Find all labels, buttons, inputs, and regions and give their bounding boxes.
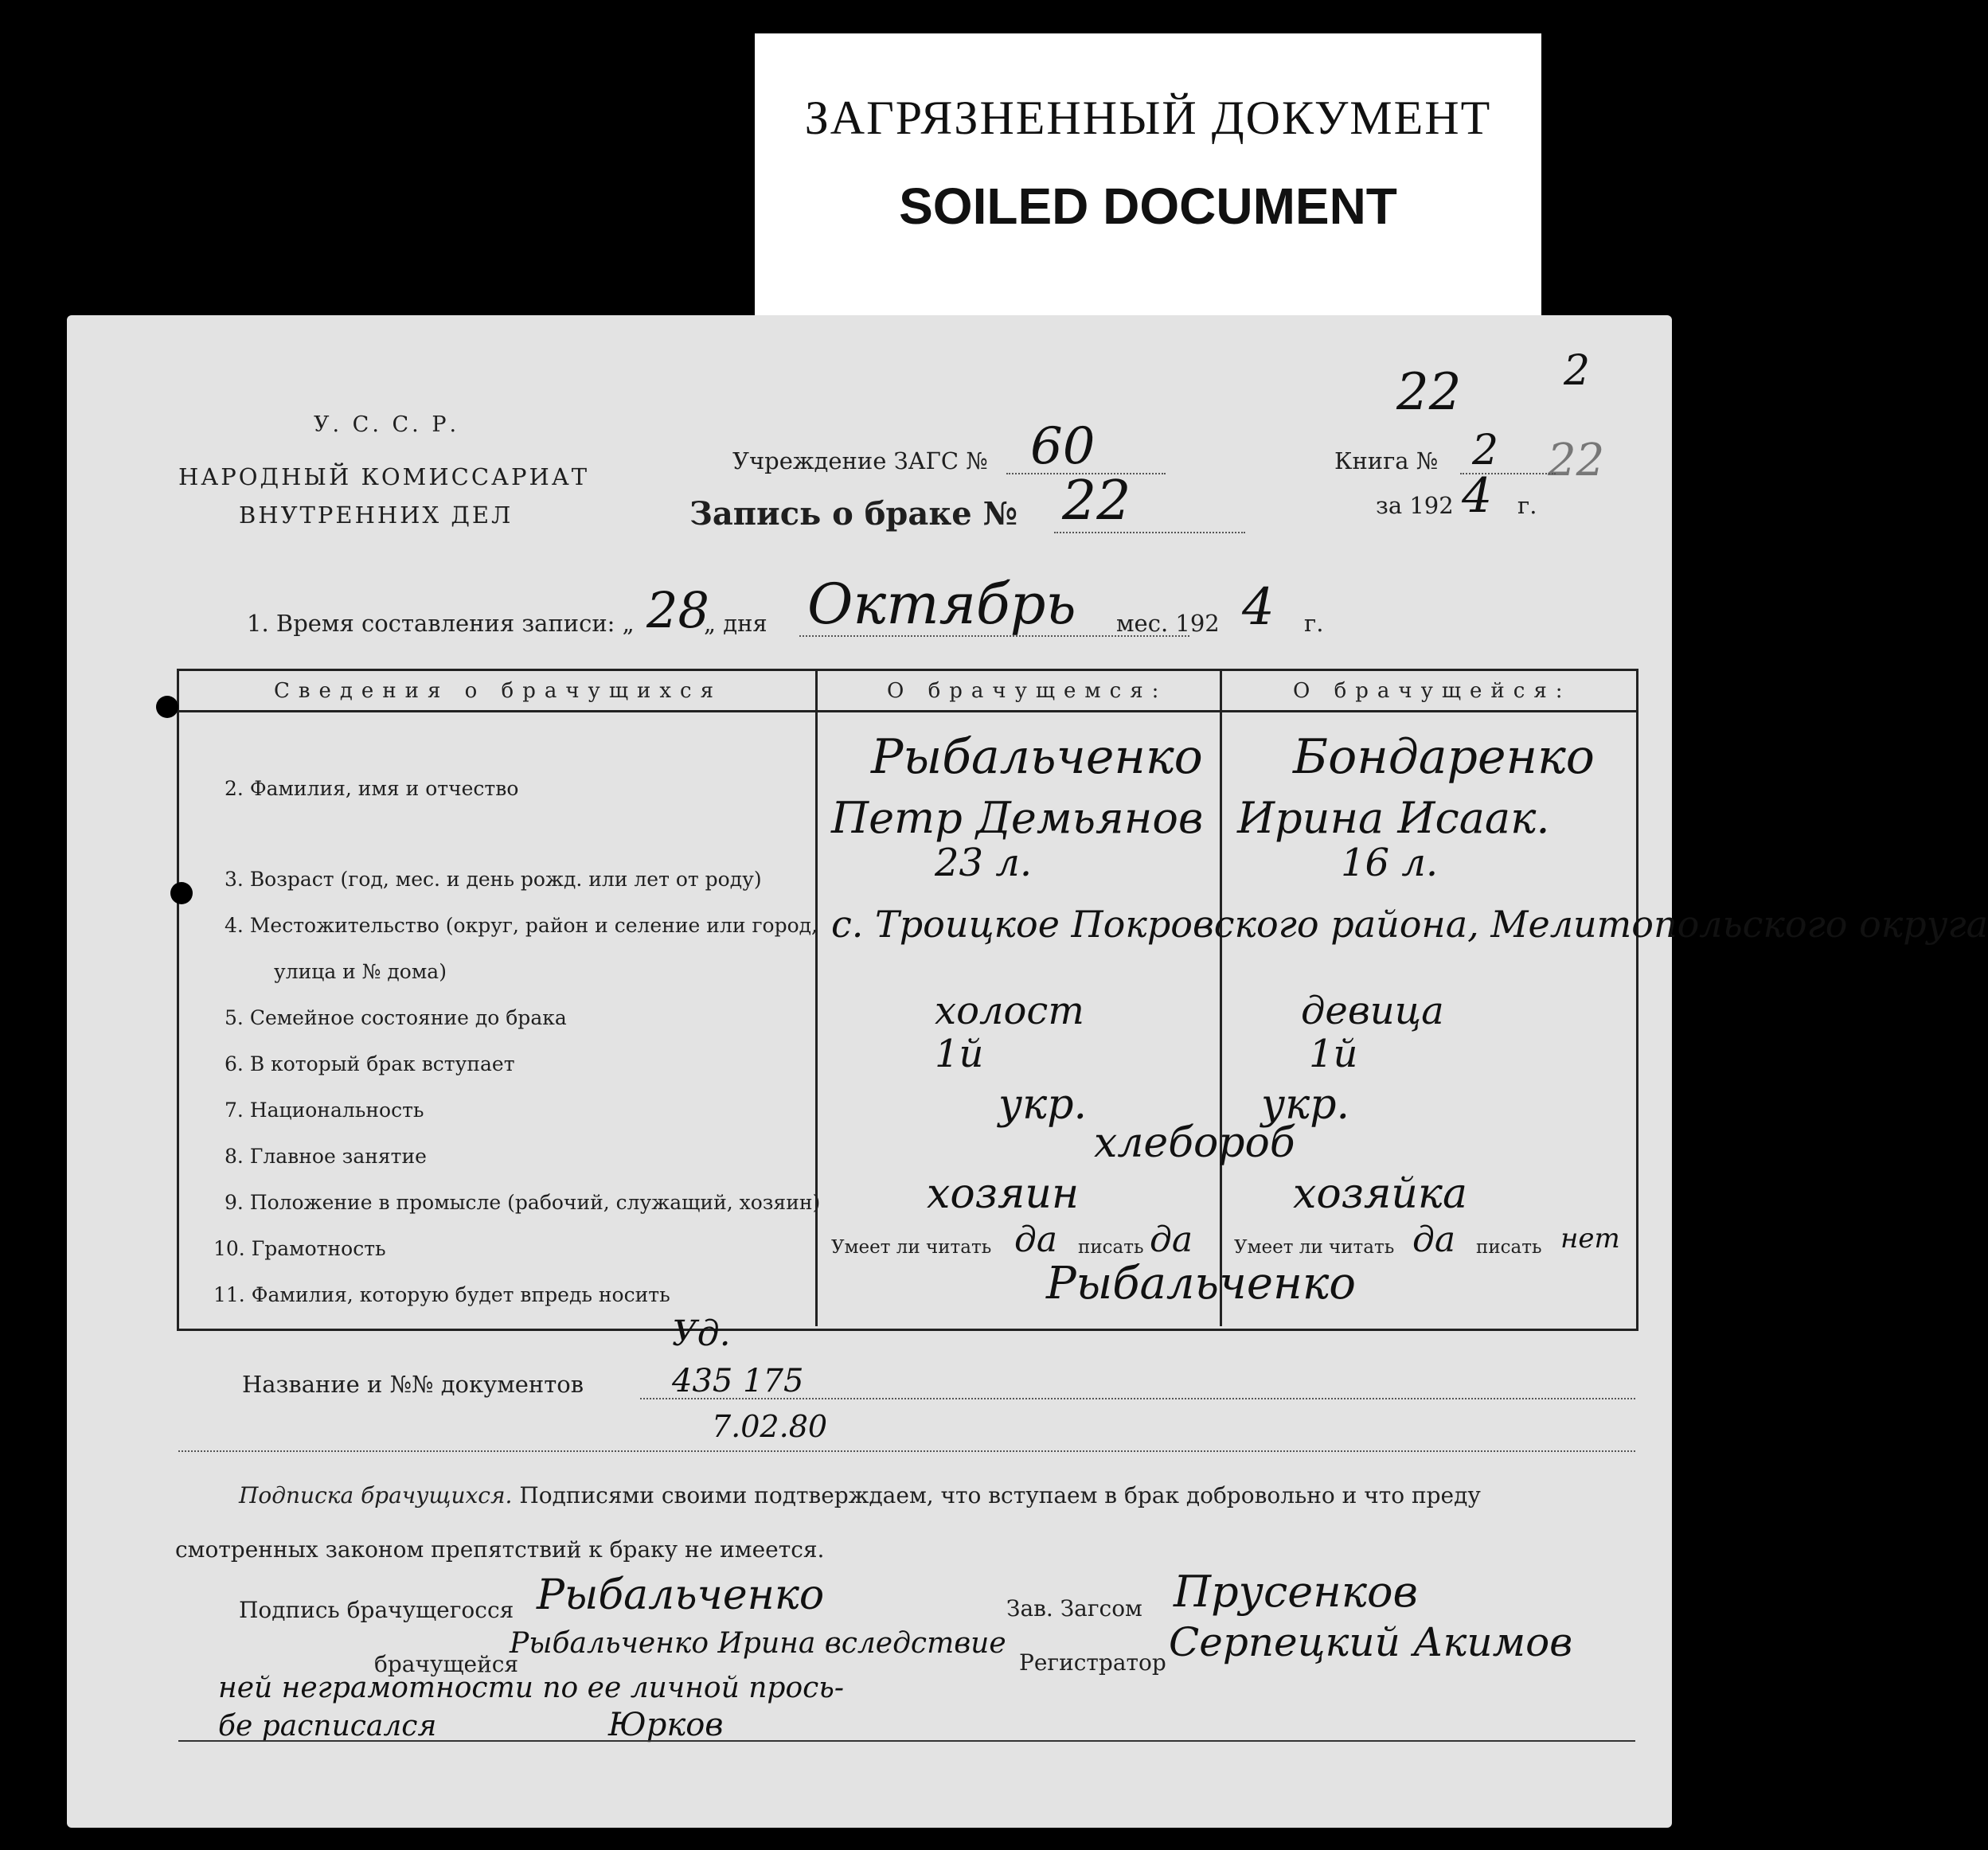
binding-hole <box>170 882 193 904</box>
groom-marital: холост <box>935 989 1084 1033</box>
commissariat-line-2: ВНУТРЕННИХ ДЕЛ <box>239 502 514 529</box>
bride-signature-witness: Юрков <box>608 1707 724 1743</box>
bride-literacy-write-label: писать <box>1476 1237 1542 1258</box>
bride-write: нет <box>1560 1223 1620 1255</box>
item1-month: Октябрь <box>807 572 1076 637</box>
table-row-label: 8. Главное занятие <box>225 1145 427 1168</box>
book-number: 2 <box>1472 427 1499 474</box>
bride-literacy-read-label: Умеет ли читать <box>1234 1237 1395 1258</box>
zags-number: 60 <box>1030 417 1096 476</box>
item1-day-suffix: „ дня <box>704 610 767 637</box>
groom-read: да <box>1014 1220 1058 1260</box>
year-suffix: г. <box>1517 492 1537 519</box>
bride-signature-line-2: ней неграмотности по ее личной прось- <box>218 1672 845 1704</box>
bride-age: 16 л. <box>1341 841 1439 885</box>
declaration-line-2: смотренных законом препятствий к браку не имеется. <box>175 1536 825 1563</box>
item1-month-label: мес. 192 <box>1116 610 1220 637</box>
item1-year-digit: 4 <box>1242 578 1275 637</box>
groom-surname: Рыбальченко <box>871 729 1203 785</box>
column-header-groom: О брачущемся: <box>887 679 1168 703</box>
corner-number-c: 22 <box>1548 435 1605 486</box>
item1-year-suffix: г. <box>1304 610 1324 637</box>
documents-line-1 <box>640 1398 1635 1399</box>
residence-entry: с. Троицкое Покровского района, Мелитопольского округа <box>831 903 1988 946</box>
groom-marriage-number: 1й <box>935 1032 984 1076</box>
groom-age: 23 л. <box>935 841 1033 885</box>
table-row-label: 7. Национальность <box>225 1099 424 1122</box>
table-row-label: 2. Фамилия, имя и отчество <box>225 777 519 800</box>
table-row-label: 10. Грамотность <box>213 1237 386 1260</box>
column-header-bride: О брачущейся: <box>1293 679 1572 703</box>
future-surname-entry: Рыбальченко <box>1046 1258 1357 1309</box>
document-entry: Уд. <box>672 1313 731 1354</box>
soiled-document-label <box>755 33 1541 318</box>
year-digit: 4 <box>1462 468 1493 524</box>
bride-position: хозяйка <box>1293 1170 1467 1218</box>
record-number-line <box>1054 532 1245 533</box>
bride-nationality: укр. <box>1261 1081 1350 1129</box>
table-row-label: 4. Местожительство (округ, район и селение или город, <box>225 914 818 937</box>
ussr-header: У. С. С. Р. <box>314 412 460 437</box>
table-divider-2 <box>1220 669 1222 1326</box>
registrar-signature: Серпецкий Акимов <box>1169 1619 1573 1665</box>
document-entry: 435 175 <box>672 1363 804 1399</box>
corner-number-b: 2 <box>1564 347 1591 395</box>
table-row-label: 5. Семейное состояние до брака <box>225 1006 567 1029</box>
bottom-rule <box>178 1740 1635 1742</box>
bride-signature-label: брачущейся <box>374 1651 519 1677</box>
documents-line-2 <box>178 1450 1635 1452</box>
groom-position: хозяин <box>927 1170 1080 1218</box>
occupation-entry: хлебороб <box>1094 1119 1295 1167</box>
binding-hole <box>156 696 178 718</box>
groom-signature: Рыбальченко <box>537 1571 825 1619</box>
bride-signature-line-1: Рыбальченко Ирина вследствие <box>510 1627 1006 1660</box>
registrar-label: Регистратор <box>1019 1649 1166 1676</box>
bride-marital: девица <box>1301 989 1444 1033</box>
groom-write: да <box>1150 1220 1193 1260</box>
record-number: 22 <box>1062 470 1131 533</box>
table-row-label: улица и № дома) <box>274 960 447 983</box>
corner-number-a: 22 <box>1396 363 1462 422</box>
declaration-text-1: Подписями своими подтверждаем, что вступаем в брак добровольно и что преду <box>519 1482 1481 1508</box>
label-russian: ЗАГРЯЗНЕННЫЙ ДОКУМЕНТ <box>804 92 1492 144</box>
document-entry: 7.02.80 <box>712 1409 828 1444</box>
bride-surname: Бондаренко <box>1293 729 1595 785</box>
table-header-rule <box>177 710 1636 712</box>
bride-name: Ирина Исаак. <box>1237 793 1550 843</box>
bride-signature-line-3: бе расписался <box>218 1710 437 1743</box>
groom-name: Петр Демьянов <box>831 793 1204 843</box>
table-divider-1 <box>815 669 818 1326</box>
groom-signature-label: Подпись брачущегосся <box>239 1597 514 1623</box>
declaration-line-1 <box>239 1482 1481 1508</box>
book-label: Книга № <box>1334 447 1439 474</box>
table-row-label: 3. Возраст (год, мес. и день рожд. или лет от роду) <box>225 868 762 891</box>
record-title: Запись о браке № <box>689 495 1018 533</box>
declaration-italic: Подписка брачущихся. <box>239 1482 513 1508</box>
zags-label: Учреждение ЗАГС № <box>732 447 988 474</box>
groom-literacy-write-label: писать <box>1078 1237 1144 1258</box>
table-row-label: 9. Положение в промысле (рабочий, служащий, хозяин) <box>225 1191 821 1214</box>
bride-read: да <box>1412 1220 1456 1260</box>
groom-literacy-read-label: Умеет ли читать <box>831 1237 992 1258</box>
table-row-label: 6. В который брак вступает <box>225 1052 515 1075</box>
head-label: Зав. Загсом <box>1006 1595 1142 1622</box>
commissariat-line-1: НАРОДНЫЙ КОМИССАРИАТ <box>178 463 590 490</box>
marriage-record-form <box>67 315 1988 1828</box>
item1-day: 28 <box>646 581 709 639</box>
groom-nationality: укр. <box>998 1081 1088 1129</box>
column-header-info: Сведения о брачущихся <box>274 679 722 703</box>
table-row-label: 11. Фамилия, которую будет впредь носить <box>213 1283 670 1306</box>
bride-marriage-number: 1й <box>1309 1032 1358 1076</box>
head-signature: Прусенков <box>1174 1567 1418 1617</box>
item1-label: 1. Время составления записи: „ <box>247 610 635 637</box>
year-prefix: за 192 <box>1376 492 1454 519</box>
label-english: SOILED DOCUMENT <box>899 178 1397 235</box>
documents-label: Название и №№ документов <box>242 1371 584 1398</box>
